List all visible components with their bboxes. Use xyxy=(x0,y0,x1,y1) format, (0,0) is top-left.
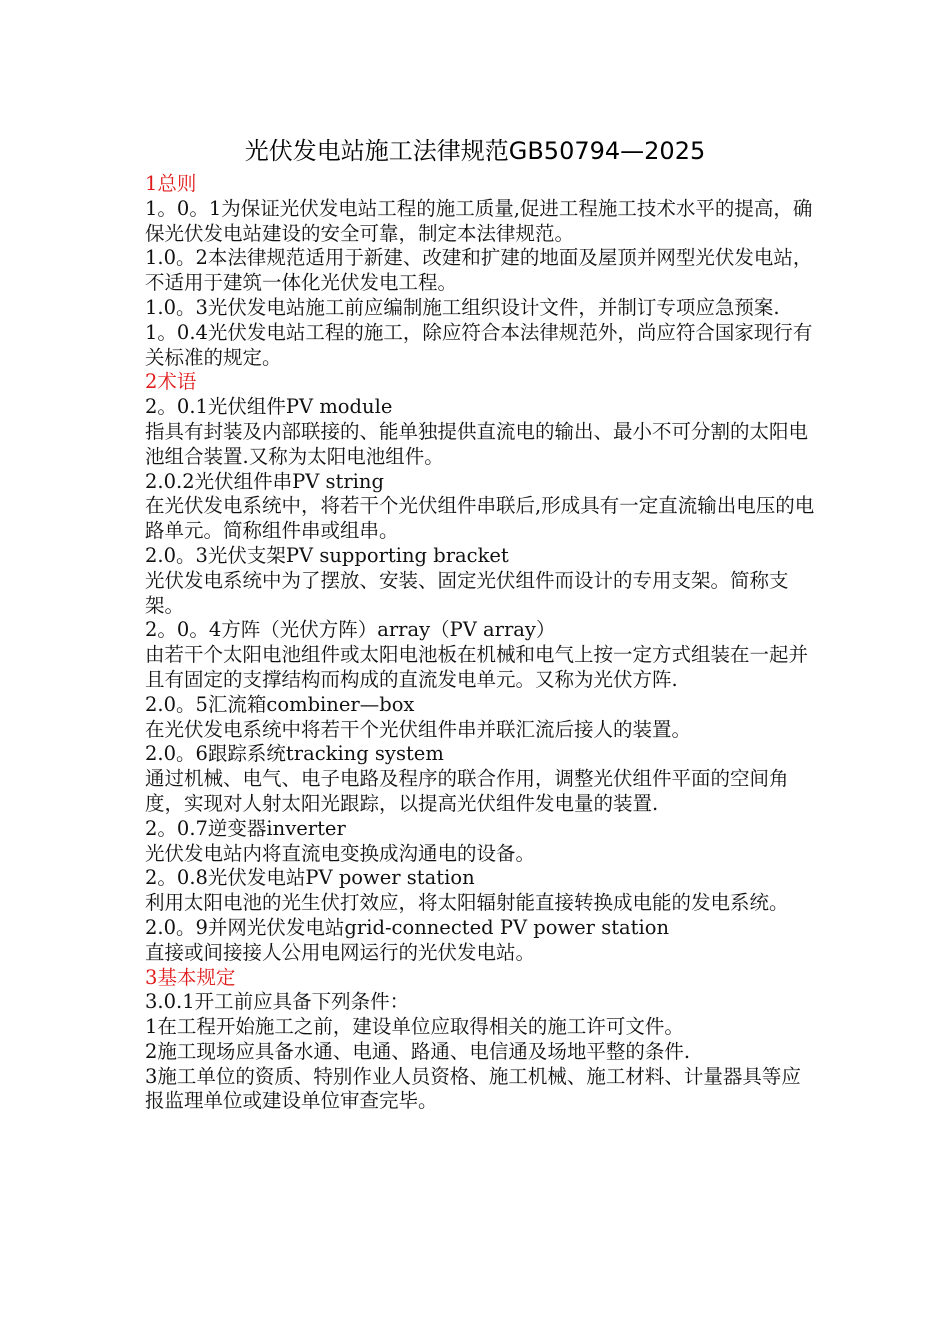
paragraph: 1.0。3光伏发电站施工前应编制施工组织设计文件，并制订专项应急预案. xyxy=(145,295,780,319)
term-definition: 通过机械、电气、电子电路及程序的联合作用，调整光伏组件平面的空间角度，实现对人射太阳光跟踪，以提高光伏组件发电量的装置. xyxy=(145,767,789,815)
paragraph: 1.0。2本法律规范适用于新建、改建和扩建的地面及屋顶并网型光伏发电站，不适用于建筑一体化光伏发电工程。 xyxy=(145,246,813,295)
term-definition: 直接或间接接人公用电网运行的光伏发电站。 xyxy=(145,940,536,964)
term-title: 2。0.7逆变器inverter xyxy=(145,816,346,840)
section-heading: 2术语 xyxy=(145,370,197,394)
paragraph: 1在工程开始施工之前，建设单位应取得相关的施工许可文件。 xyxy=(145,1015,684,1039)
term-definition: 指具有封装及内部联接的、能单独提供直流电的输出、最小不可分割的太阳电池组合装置.又称为太阳电池组件。 xyxy=(145,419,809,468)
term-title: 2。0。4方阵（光伏方阵）array（PV array） xyxy=(145,618,556,642)
term-definition: 光伏发电系统中为了摆放、安装、固定光伏组件而设计的专用支架。简称支架。 xyxy=(145,568,789,617)
term-definition: 在光伏发电系统中，将若干个光伏组件串联后,形成具有一定直流输出电压的电路单元。简称组件串或组串。 xyxy=(145,494,815,543)
term-title: 2.0。5汇流箱combiner—box xyxy=(145,692,415,716)
document-title: 光伏发电站施工法律规范GB50794—2025 xyxy=(244,137,706,165)
term-title: 2。0.1光伏组件PV module xyxy=(145,395,393,419)
section-heading: 3基本规定 xyxy=(145,965,236,989)
term-title: 2.0。9并网光伏发电站grid-connected PV power station xyxy=(145,915,670,939)
section-heading: 1总则 xyxy=(145,172,197,195)
paragraph: 2施工现场应具备水通、电通、路通、电信通及场地平整的条件. xyxy=(145,1039,691,1063)
term-title: 2.0.2光伏组件串PV string xyxy=(145,469,384,493)
term-definition: 由若干个太阳电池组件或太阳电池板在机械和电气上按一定方式组装在一起并且有固定的支撑结构而构成的直流发电单元。又称为光伏方阵. xyxy=(145,643,809,691)
paragraph: 1。0。1为保证光伏发电站工程的施工质量,促进工程施工技术水平的提高，确保光伏发电站建设的安全可靠，制定本法律规范。 xyxy=(145,196,813,245)
document-body xyxy=(145,172,815,1114)
term-definition: 利用太阳电池的光生伏打效应，将太阳辐射能直接转换成电能的发电系统。 xyxy=(145,891,789,915)
term-definition: 在光伏发电系统中将若干个光伏组件串并联汇流后接人的装置。 xyxy=(145,717,692,741)
paragraph: 3.0.1开工前应具备下列条件： xyxy=(145,990,410,1014)
term-title: 2.0。3光伏支架PV supporting bracket xyxy=(145,543,509,567)
paragraph: 3施工单位的资质、特别作业人员资格、施工机械、施工材料、计量器具等应报监理单位或建设单位审查完毕。 xyxy=(145,1064,801,1113)
term-title: 2.0。6跟踪系统tracking system xyxy=(145,742,444,766)
paragraph: 1。0.4光伏发电站工程的施工，除应符合本法律规范外，尚应符合国家现行有关标准的规定。 xyxy=(145,320,813,369)
term-definition: 光伏发电站内将直流电变换成沟通电的设备。 xyxy=(145,841,536,865)
term-title: 2。0.8光伏发电站PV power station xyxy=(145,866,475,890)
